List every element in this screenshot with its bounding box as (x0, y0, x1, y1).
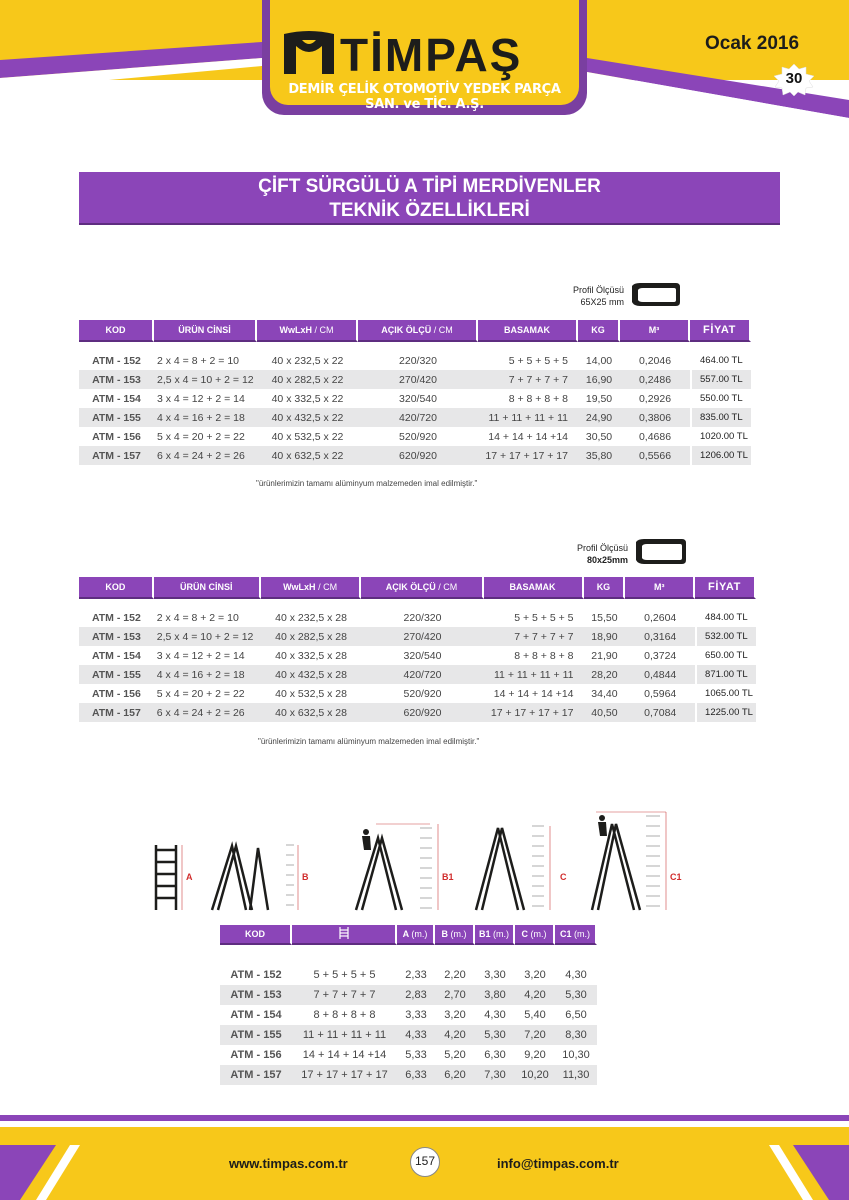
table-row (220, 1025, 597, 1045)
dimension-table (220, 925, 597, 1085)
cell-a: 2,83 (397, 985, 435, 1005)
cell-kg: 16,90 (578, 370, 620, 389)
cell-basamak: 8 + 8 + 8 + 8 (313, 1009, 376, 1021)
material-note: "ürünlerimizin tamamı alüminyum malzemeden imal edilmiştir." (258, 737, 480, 746)
cell-kg: 18,90 (584, 627, 626, 646)
cell-kod: ATM - 156 (230, 1049, 282, 1061)
cell-acik: 320/540 (399, 392, 437, 405)
cell-basamak: 11 + 11 + 11 + 11 (478, 408, 578, 427)
table-row (79, 351, 751, 370)
table-row (220, 1005, 597, 1025)
table-row (79, 608, 756, 627)
cell-basamak: 8 + 8 + 8 + 8 (514, 649, 574, 662)
cell-acik: 270/420 (358, 370, 478, 389)
cell-kod: ATM - 156 (92, 430, 141, 443)
profile-section-icon (632, 538, 688, 566)
a-frame-ladder-icon (212, 846, 268, 910)
col-fiyat: FİYAT (695, 577, 756, 599)
cell-kod: ATM - 156 (91, 687, 141, 700)
cell-b1: 7,30 (475, 1065, 515, 1085)
cell-kod: ATM - 152 (91, 611, 141, 624)
cell-kod: ATM - 157 (79, 703, 154, 722)
cell-basamak: 14 + 14 + 14 +14 (488, 430, 568, 443)
company-name: DEMİR ÇELİK OTOMOTİV YEDEK PARÇA SAN. ve TİC. A.Ş. (288, 82, 561, 112)
col-wlh-label: WwLxH (279, 325, 312, 335)
cell-urun: 2 x 4 = 8 + 2 = 10 (156, 611, 239, 624)
col-wlh-unit: / CM (314, 325, 334, 335)
table-row (220, 1065, 597, 1085)
person-icon (363, 829, 369, 835)
cell-m3: 0,2046 (638, 354, 672, 367)
cell-wlh: 40 x 232,5 x 22 (271, 354, 344, 367)
col-kod: KOD (220, 925, 292, 945)
cell-m3: 0,5566 (620, 446, 690, 465)
profile-label: Profil Ölçüsü (572, 285, 624, 295)
table-header-row (220, 925, 597, 945)
cell-basamak: 17 + 17 + 17 + 17 (484, 703, 584, 722)
cell-fiyat: 484.00 TL (695, 608, 756, 627)
col-acik-unit: / CM (438, 582, 458, 592)
cell-kod: ATM - 152 (92, 354, 141, 367)
profile-size: 65X25 mm (580, 297, 624, 307)
col-basamak: BASAMAK (484, 577, 584, 599)
cell-urun: 4 x 4 = 16 + 2 = 18 (154, 665, 261, 684)
cell-m3: 0,2604 (644, 611, 677, 624)
cell-fiyat: 1206.00 TL (690, 446, 751, 465)
cell-fiyat: 1225.00 TL (695, 703, 756, 722)
table-header-row (79, 320, 751, 342)
cell-basamak: 5 + 5 + 5 + 5 (508, 354, 568, 367)
cell-m3: 0,2486 (620, 370, 690, 389)
cell-c: 10,20 (515, 1065, 555, 1085)
cell-kg: 35,80 (578, 446, 620, 465)
col-m3: M³ (625, 577, 695, 599)
cell-a: 4,33 (397, 1025, 435, 1045)
cell-basamak: 7 + 7 + 7 + 7 (484, 627, 584, 646)
table-header-row (79, 577, 756, 599)
cell-acik: 320/540 (403, 649, 442, 662)
col-b: B (m.) (435, 925, 475, 945)
spec-table-80x25 (79, 577, 756, 722)
website-link[interactable]: www.timpas.com.tr (229, 1156, 348, 1171)
page-badge-number: 30 (785, 70, 803, 87)
cell-c: 3,20 (524, 969, 546, 981)
cell-kod: ATM - 153 (79, 627, 154, 646)
col-urun: ÜRÜN CİNSİ (154, 577, 261, 599)
cell-urun: 4 x 4 = 16 + 2 = 18 (154, 408, 257, 427)
email-link[interactable]: info@timpas.com.tr (497, 1156, 619, 1171)
cell-fiyat: 1020.00 TL (690, 427, 751, 446)
cell-wlh: 40 x 432,5 x 22 (257, 408, 358, 427)
col-kod: KOD (79, 320, 154, 342)
cell-acik: 520/920 (399, 430, 437, 443)
cell-m3: 0,4844 (625, 665, 695, 684)
col-wlh-unit: / CM (318, 582, 338, 592)
cell-basamak: 17 + 17 + 17 + 17 (478, 446, 578, 465)
cell-urun: 2,5 x 4 = 10 + 2 = 12 (154, 627, 261, 646)
cell-kod: ATM - 154 (92, 392, 141, 405)
dim-label-c1: C1 (670, 872, 682, 882)
table-row (79, 446, 751, 465)
extended-ladder-icon (356, 838, 402, 910)
cell-b1: 6,30 (484, 1049, 506, 1061)
cell-kod: ATM - 157 (79, 446, 154, 465)
cell-acik: 420/720 (358, 408, 478, 427)
cell-a: 2,33 (405, 969, 427, 981)
cell-basamak: 14 + 14 + 14 +14 (302, 1049, 387, 1061)
cell-wlh: 40 x 432,5 x 28 (261, 665, 362, 684)
col-fiyat: FİYAT (690, 320, 751, 342)
profile-label: Profil Ölçüsü (576, 543, 628, 553)
table-row (79, 427, 751, 446)
cell-kg: 28,20 (584, 665, 626, 684)
cell-b1: 3,30 (484, 969, 506, 981)
ladder-diagrams (140, 810, 700, 920)
col-acik-unit: / CM (433, 325, 453, 335)
tall-a-frame-ladder-icon (476, 828, 524, 910)
cell-c: 7,20 (515, 1025, 555, 1045)
cell-kg: 14,00 (585, 354, 613, 367)
cell-b1: 3,80 (475, 985, 515, 1005)
cell-c1: 8,30 (555, 1025, 597, 1045)
cell-urun: 5 x 4 = 20 + 2 = 22 (156, 687, 245, 700)
material-note: "ürünlerimizin tamamı alüminyum malzemeden imal edilmiştir." (256, 479, 478, 488)
spec-table-body (79, 342, 751, 465)
page-title: ÇİFT SÜRGÜLÜ A TİPİ MERDİVENLER (258, 176, 601, 197)
cell-kod: ATM - 155 (220, 1025, 292, 1045)
cell-kod: ATM - 155 (79, 408, 154, 427)
col-kod: KOD (79, 577, 154, 599)
page-number: 157 (414, 1154, 436, 1168)
cell-acik: 520/920 (403, 687, 442, 700)
cell-fiyat: 532.00 TL (695, 627, 756, 646)
cell-a: 5,33 (405, 1049, 427, 1061)
cell-wlh: 40 x 632,5 x 28 (261, 703, 362, 722)
cell-wlh: 40 x 532,5 x 22 (271, 430, 344, 443)
col-kg: KG (584, 577, 626, 599)
ladder-icon (338, 927, 350, 939)
col-c: C (m.) (515, 925, 555, 945)
cell-m3: 0,3724 (644, 649, 677, 662)
cell-kg: 24,90 (578, 408, 620, 427)
table-row (79, 389, 751, 408)
spacer-row (79, 599, 756, 608)
cell-acik: 220/320 (399, 354, 437, 367)
cell-basamak: 11 + 11 + 11 + 11 (292, 1025, 397, 1045)
cell-acik: 220/320 (403, 611, 442, 624)
cell-urun: 6 x 4 = 24 + 2 = 26 (154, 703, 261, 722)
table-row (79, 646, 756, 665)
profile-size-label-2 (570, 542, 628, 566)
cell-kod: ATM - 157 (220, 1065, 292, 1085)
table-row (79, 408, 751, 427)
cell-c1: 10,30 (562, 1049, 590, 1061)
cell-kod: ATM - 152 (230, 969, 282, 981)
issue-date: Ocak 2016 (705, 33, 800, 54)
cell-basamak: 5 + 5 + 5 + 5 (514, 611, 574, 624)
dim-label-b: B (302, 872, 309, 882)
cell-a: 3,33 (405, 1009, 427, 1021)
spec-table-65x25 (79, 320, 751, 465)
cell-acik: 420/720 (361, 665, 483, 684)
dim-label-a: A (186, 872, 193, 882)
col-acik-label: AÇIK ÖLÇÜ (385, 582, 436, 592)
cell-urun: 2 x 4 = 8 + 2 = 10 (157, 354, 240, 367)
col-kg: KG (578, 320, 620, 342)
cell-urun: 5 x 4 = 20 + 2 = 22 (157, 430, 245, 443)
cell-fiyat: 464.00 TL (690, 351, 751, 370)
tall-extended-ladder-icon (592, 824, 640, 910)
dim-label-b1: B1 (442, 872, 454, 882)
cell-wlh: 40 x 332,5 x 28 (275, 649, 347, 662)
cell-basamak: 7 + 7 + 7 + 7 (478, 370, 578, 389)
logo-icon (282, 30, 336, 76)
cell-fiyat: 871.00 TL (695, 665, 756, 684)
table-row (79, 703, 756, 722)
cell-fiyat: 557.00 TL (690, 370, 751, 389)
col-steps (292, 925, 397, 945)
cell-c1: 5,30 (555, 985, 597, 1005)
table-row (220, 965, 597, 985)
single-ladder-icon (156, 845, 176, 910)
cell-wlh: 40 x 282,5 x 22 (257, 370, 358, 389)
col-a: A (m.) (397, 925, 435, 945)
cell-basamak: 5 + 5 + 5 + 5 (313, 969, 376, 981)
cell-b: 5,20 (444, 1049, 466, 1061)
col-b1: B1 (m.) (475, 925, 515, 945)
cell-fiyat: 835.00 TL (690, 408, 751, 427)
cell-a: 6,33 (397, 1065, 435, 1085)
dimension-table-body (220, 945, 597, 1085)
dim-label-c: C (560, 872, 567, 882)
cell-kg: 21,90 (591, 649, 618, 662)
profile-size: 80x25mm (586, 555, 628, 565)
cell-wlh: 40 x 282,5 x 28 (261, 627, 362, 646)
cell-b1: 5,30 (475, 1025, 515, 1045)
cell-kg: 40,50 (584, 703, 626, 722)
page-subtitle: TEKNİK ÖZELLİKLERİ (329, 200, 530, 221)
cell-m3: 0,2926 (638, 392, 672, 405)
cell-m3: 0,7084 (625, 703, 695, 722)
cell-kg: 34,40 (591, 687, 618, 700)
cell-wlh: 40 x 332,5 x 22 (271, 392, 344, 405)
cell-basamak: 14 + 14 + 14 +14 (493, 687, 574, 700)
cell-b: 2,70 (435, 985, 475, 1005)
cell-wlh: 40 x 532,5 x 28 (275, 687, 347, 700)
table-row (79, 684, 756, 703)
col-wlh-label: WwLxH (283, 582, 316, 592)
cell-kg: 30,50 (585, 430, 613, 443)
table-row (79, 665, 756, 684)
cell-basamak: 11 + 11 + 11 + 11 (484, 665, 584, 684)
cell-urun: 6 x 4 = 24 + 2 = 26 (154, 446, 257, 465)
cell-m3: 0,3164 (625, 627, 695, 646)
spacer-row (79, 342, 751, 351)
cell-b: 3,20 (444, 1009, 466, 1021)
cell-fiyat: 650.00 TL (695, 646, 756, 665)
cell-basamak: 8 + 8 + 8 + 8 (508, 392, 568, 405)
table-row (220, 1045, 597, 1065)
profile-size-label-1 (562, 284, 624, 308)
table-row (79, 370, 751, 389)
brand-name: TİMPAŞ (340, 29, 523, 81)
cell-urun: 2,5 x 4 = 10 + 2 = 12 (154, 370, 257, 389)
cell-b: 4,20 (435, 1025, 475, 1045)
cell-kod: ATM - 154 (230, 1009, 282, 1021)
cell-c: 5,40 (524, 1009, 546, 1021)
cell-kod: ATM - 153 (220, 985, 292, 1005)
cell-c1: 11,30 (555, 1065, 597, 1085)
cell-wlh: 40 x 632,5 x 22 (257, 446, 358, 465)
cell-kod: ATM - 155 (79, 665, 154, 684)
cell-kod: ATM - 154 (91, 649, 141, 662)
cell-wlh: 40 x 232,5 x 28 (275, 611, 347, 624)
cell-acik: 270/420 (361, 627, 483, 646)
col-m3: M³ (620, 320, 690, 342)
cell-c1: 4,30 (565, 969, 587, 981)
cell-kg: 19,50 (585, 392, 613, 405)
profile-section-icon (628, 282, 682, 308)
cell-basamak: 17 + 17 + 17 + 17 (292, 1065, 397, 1085)
table-row (79, 627, 756, 646)
cell-m3: 0,4686 (638, 430, 672, 443)
cell-basamak: 7 + 7 + 7 + 7 (292, 985, 397, 1005)
col-acik (361, 577, 483, 599)
cell-acik: 620/920 (358, 446, 478, 465)
cell-kg: 15,50 (591, 611, 618, 624)
cell-urun: 3 x 4 = 12 + 2 = 14 (157, 392, 245, 405)
cell-fiyat: 550.00 TL (690, 389, 751, 408)
cell-kod: ATM - 153 (79, 370, 154, 389)
cell-c: 9,20 (524, 1049, 546, 1061)
cell-m3: 0,3806 (620, 408, 690, 427)
col-urun: ÜRÜN CİNSİ (154, 320, 257, 342)
table-row (220, 985, 597, 1005)
col-c1: C1 (m.) (555, 925, 597, 945)
person-icon (599, 815, 605, 821)
cell-b: 6,20 (435, 1065, 475, 1085)
col-wlh (257, 320, 358, 342)
cell-b1: 4,30 (484, 1009, 506, 1021)
cell-acik: 620/920 (361, 703, 483, 722)
spacer-row (220, 945, 597, 965)
col-basamak: BASAMAK (478, 320, 578, 342)
cell-b: 2,20 (444, 969, 466, 981)
col-wlh (261, 577, 362, 599)
spec-table-body (79, 599, 756, 722)
cell-c1: 6,50 (565, 1009, 587, 1021)
cell-urun: 3 x 4 = 12 + 2 = 14 (156, 649, 245, 662)
col-acik-label: AÇIK ÖLÇÜ (381, 325, 432, 335)
cell-m3: 0,5964 (644, 687, 677, 700)
col-acik (358, 320, 478, 342)
cell-fiyat: 1065.00 TL (695, 684, 756, 703)
cell-c: 4,20 (515, 985, 555, 1005)
